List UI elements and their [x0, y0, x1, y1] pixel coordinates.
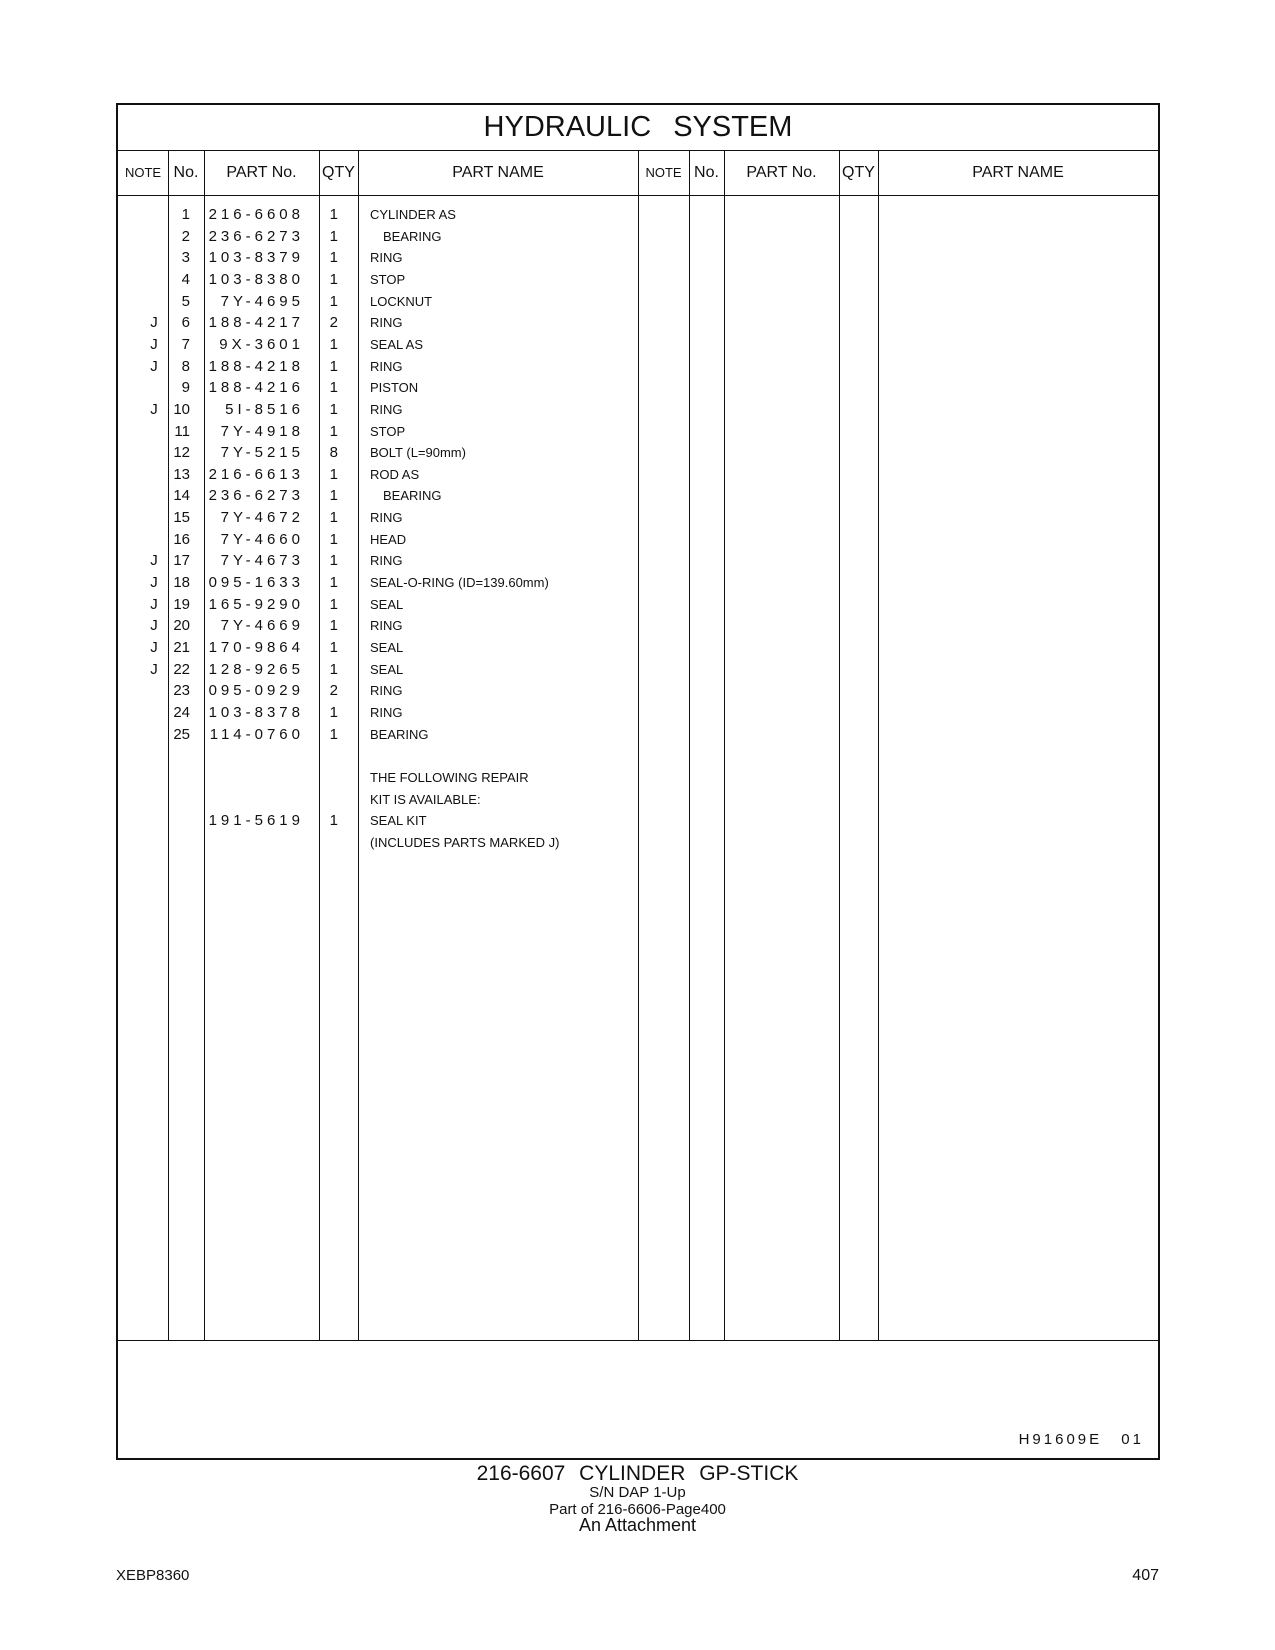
part-name-cell: RING: [370, 683, 403, 699]
part-name-cell: RING: [370, 704, 403, 720]
part-number-cell: [198, 833, 304, 853]
quantity-cell: 1: [329, 292, 338, 310]
item-number-cell: 11: [174, 422, 190, 440]
item-number-cell: 5: [181, 292, 190, 310]
quantity-cell: 1: [329, 335, 338, 353]
header-qty-right: QTY: [842, 164, 875, 181]
part-name-cell: PISTON: [370, 380, 419, 396]
part-number-cell: 7Y-4918: [220, 422, 304, 440]
note-cell: [148, 486, 160, 506]
note-cell: [148, 530, 160, 550]
part-number-cell: 191-5619: [208, 812, 304, 830]
part-name-cell: KIT IS AVAILABLE:: [370, 791, 481, 807]
part-number-cell: 236-6273: [208, 487, 304, 505]
item-number-cell: 13: [173, 465, 190, 483]
item-number-cell: [160, 768, 190, 788]
part-number-cell: 188-4218: [208, 357, 304, 375]
part-name-cell: SEAL-O-RING (ID=139.60mm): [370, 575, 549, 591]
note-cell: J: [150, 314, 158, 332]
item-number-cell: 14: [173, 487, 190, 505]
note-cell: [148, 725, 160, 745]
note-cell: [148, 422, 160, 442]
part-number-cell: 128-9265: [208, 660, 304, 678]
note-cell: J: [150, 639, 158, 656]
header-note-left: NOTE: [124, 165, 162, 180]
note-cell: J: [150, 617, 158, 635]
item-number-cell: 10: [173, 400, 190, 418]
section-title: HYDRAULIC SYSTEM: [118, 105, 1158, 151]
header-note-right: NOTE: [645, 165, 682, 180]
note-cell: [148, 811, 160, 831]
quantity-cell: 1: [329, 357, 338, 375]
note-cell: [148, 681, 160, 701]
quantity-cell: [306, 768, 338, 788]
part-name-cell: LOCKNUT: [370, 293, 433, 309]
item-number-cell: 18: [173, 574, 190, 592]
part-name-cell: STOP: [370, 423, 406, 439]
item-number-cell: [160, 811, 190, 831]
note-cell: [148, 768, 160, 788]
part-name-cell: (INCLUDES PARTS MARKED J): [370, 834, 560, 850]
part-name-cell: RING: [370, 618, 403, 634]
part-name-cell: RING: [370, 510, 403, 526]
item-number-cell: 24: [173, 703, 190, 721]
note-cell: [148, 227, 160, 247]
part-name-cell: SEAL AS: [370, 336, 423, 352]
part-number-cell: 103-8380: [208, 270, 304, 288]
header-no-left: No.: [173, 164, 199, 181]
part-number-cell: 103-8378: [208, 703, 304, 721]
quantity-cell: 1: [329, 379, 338, 397]
part-name-cell: THE FOLLOWING REPAIR: [370, 769, 529, 785]
quantity-cell: 1: [329, 270, 338, 288]
quantity-cell: [306, 746, 338, 766]
item-number-cell: 12: [173, 444, 190, 462]
item-number-cell: 2: [181, 227, 190, 245]
column-divider: [839, 150, 840, 1340]
part-name-cell: RING: [370, 553, 403, 569]
item-number-cell: 15: [173, 509, 190, 527]
item-number-cell: 16: [173, 530, 190, 548]
note-cell: [148, 508, 160, 528]
item-number-cell: [160, 790, 190, 810]
note-cell: J: [150, 595, 158, 613]
part-name-cell: ROD AS: [370, 466, 420, 482]
part-name-cell: BOLT (L=90mm): [370, 445, 466, 461]
part-number-cell: 170-9864: [208, 639, 304, 656]
item-number-cell: 20: [173, 617, 190, 635]
quantity-cell: 1: [329, 574, 338, 592]
quantity-cell: 8: [329, 444, 338, 462]
part-name-cell: RING: [370, 315, 403, 331]
quantity-cell: 1: [329, 639, 338, 656]
quantity-cell: 1: [329, 422, 338, 440]
item-number-cell: 6: [181, 314, 190, 332]
item-number-cell: 23: [173, 682, 190, 700]
part-number-cell: [198, 790, 304, 810]
item-number-cell: 1: [181, 206, 190, 223]
quantity-cell: 1: [329, 595, 338, 613]
part-number-cell: 7Y-4673: [220, 552, 304, 570]
quantity-cell: 1: [329, 206, 338, 223]
part-number-cell: 103-8379: [208, 249, 304, 267]
part-number-cell: 7Y-4695: [220, 292, 304, 310]
note-cell: J: [150, 574, 158, 592]
column-divider: [878, 150, 879, 1340]
part-number-cell: 236-6273: [208, 227, 304, 245]
header-part-no-right: PART No.: [746, 164, 817, 181]
header-part-name-right: PART NAME: [972, 164, 1064, 181]
attachment-note: An Attachment: [578, 1515, 697, 1535]
item-number-cell: [160, 833, 190, 853]
part-number-cell: 216-6613: [208, 465, 304, 483]
quantity-cell: 1: [329, 530, 338, 548]
note-cell: [148, 465, 160, 485]
note-cell: [148, 746, 160, 766]
parent-reference: Part of 216-6606-Page400: [549, 1501, 726, 1518]
part-name-cell: BEARING: [370, 726, 429, 742]
note-cell: J: [150, 357, 158, 375]
note-cell: [148, 703, 160, 723]
part-name-cell: STOP: [370, 271, 406, 287]
item-number-cell: 3: [181, 249, 190, 267]
note-cell: [148, 443, 160, 463]
part-name-cell: SEAL KIT: [370, 813, 427, 829]
item-number-cell: 22: [173, 660, 190, 678]
quantity-cell: 1: [329, 725, 338, 743]
item-number-cell: 4: [181, 270, 190, 288]
quantity-cell: 1: [329, 812, 338, 830]
quantity-cell: 2: [329, 314, 338, 332]
part-number-cell: 7Y-4669: [220, 617, 304, 635]
part-number-cell: 095-1633: [208, 574, 304, 592]
quantity-cell: 1: [329, 660, 338, 678]
quantity-cell: 1: [329, 227, 338, 245]
header-no-right: No.: [694, 164, 719, 181]
note-cell: [148, 270, 160, 290]
note-cell: J: [150, 552, 158, 570]
document-id: XEBP8360: [116, 1567, 190, 1584]
item-number-cell: 8: [181, 357, 190, 375]
item-number-cell: 25: [173, 725, 190, 743]
note-cell: [148, 378, 160, 398]
part-number-cell: [198, 746, 304, 766]
group-title: 216-6607 CYLINDER GP-STICK: [476, 1462, 799, 1485]
parts-table: [116, 103, 1160, 1460]
part-number-cell: 165-9290: [208, 595, 304, 613]
quantity-cell: 1: [329, 703, 338, 721]
quantity-cell: 1: [329, 400, 338, 418]
note-cell: J: [150, 400, 158, 418]
quantity-cell: 1: [329, 509, 338, 527]
part-name-cell: RING: [370, 401, 403, 417]
part-number-cell: 188-4216: [208, 379, 304, 397]
note-cell: J: [150, 335, 158, 353]
quantity-cell: 1: [329, 487, 338, 505]
part-number-cell: 188-4217: [208, 314, 304, 332]
item-number-cell: 19: [173, 595, 190, 613]
illustration-code: H91609E 01: [1018, 1431, 1144, 1448]
part-name-cell: RING: [370, 250, 403, 266]
note-cell: [148, 790, 160, 810]
quantity-cell: [306, 833, 338, 853]
note-cell: J: [150, 660, 158, 678]
item-number-cell: 21: [173, 639, 190, 656]
item-number-cell: 9: [181, 379, 190, 397]
header-part-no-left: PART No.: [226, 164, 297, 181]
header-qty-left: QTY: [322, 164, 355, 181]
part-number-cell: 7Y-4660: [220, 530, 304, 548]
note-cell: [148, 248, 160, 268]
quantity-cell: [306, 790, 338, 810]
note-cell: [148, 833, 160, 853]
part-number-cell: 9X-3601: [219, 335, 304, 353]
part-number-cell: 216-6608: [208, 206, 304, 223]
serial-range: S/N DAP 1-Up: [589, 1484, 686, 1501]
quantity-cell: 1: [329, 617, 338, 635]
note-cell: [148, 205, 160, 225]
part-number-cell: 095-0929: [208, 682, 304, 700]
part-name-cell: SEAL: [370, 661, 404, 677]
item-number-cell: 17: [173, 552, 190, 570]
part-name-cell: BEARING: [383, 228, 442, 244]
quantity-cell: 1: [329, 465, 338, 483]
part-name-cell: SEAL: [370, 596, 404, 612]
part-number-cell: 5I-8516: [225, 400, 304, 418]
part-name-cell: HEAD: [370, 531, 407, 547]
item-number-cell: [160, 746, 190, 766]
quantity-cell: 1: [329, 552, 338, 570]
column-divider: [358, 150, 359, 1340]
part-name-cell: [370, 746, 750, 766]
part-number-cell: 114-0760: [209, 725, 304, 743]
item-number-cell: 7: [181, 335, 190, 353]
quantity-cell: 1: [329, 249, 338, 267]
table-bottom-divider: [118, 1340, 1158, 1341]
header-part-name-left: PART NAME: [452, 164, 544, 181]
part-number-cell: 7Y-4672: [220, 509, 304, 527]
note-cell: [148, 292, 160, 312]
part-name-cell: BEARING: [383, 488, 442, 504]
part-name-cell: SEAL: [370, 640, 404, 655]
quantity-cell: 2: [329, 682, 338, 700]
part-number-cell: [198, 768, 304, 788]
page-number: 407: [1132, 1567, 1159, 1584]
part-name-cell: CYLINDER AS: [370, 207, 456, 222]
part-name-cell: RING: [370, 358, 403, 374]
part-number-cell: 7Y-5215: [220, 444, 304, 462]
